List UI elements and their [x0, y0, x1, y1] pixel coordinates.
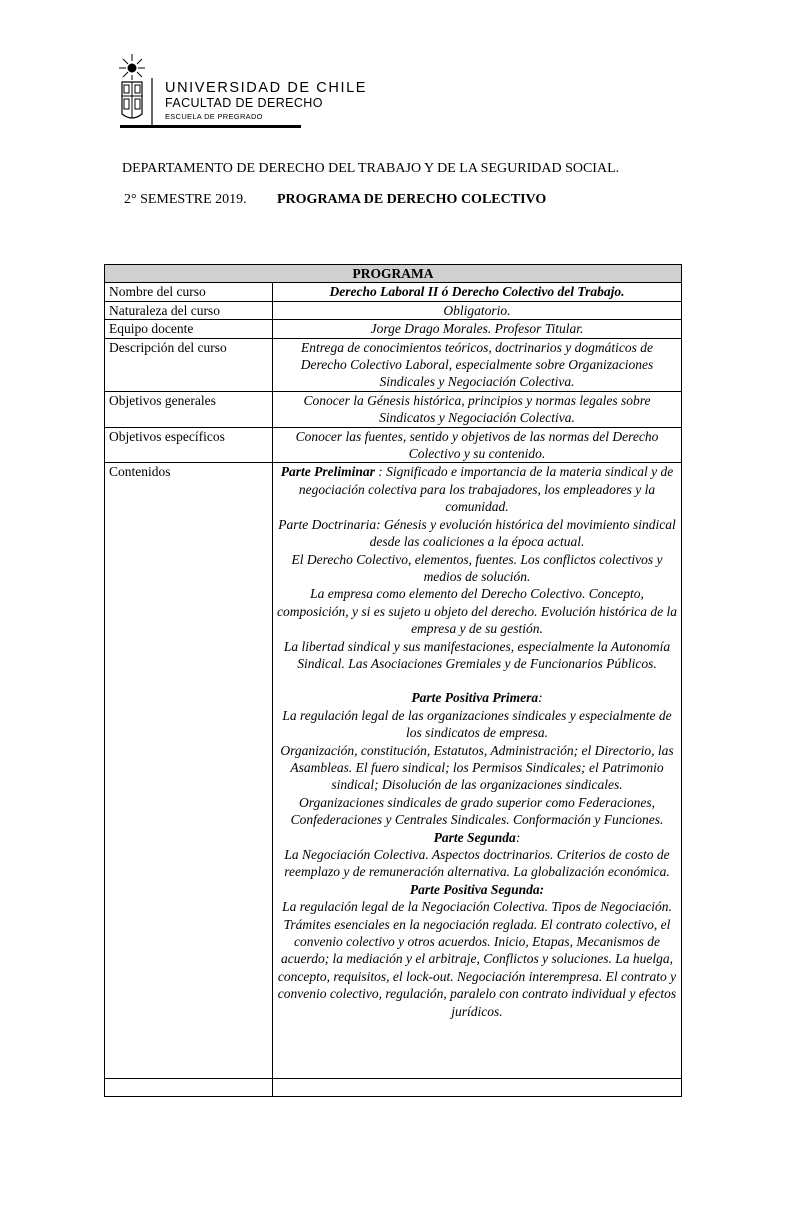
first-part-colon: : — [538, 690, 543, 706]
second-part-title: Parte Segunda — [433, 829, 516, 845]
contents-section-heading — [277, 689, 677, 706]
contents-paragraph: La Negociación Colectiva. Aspectos doctrinarios. Criterios de costo de reemplazo y de remuneración alternativa. La globalización económica. — [284, 847, 670, 880]
general-objectives-value: Conocer la Génesis histórica, principios y normas legales sobre Sindicatos y Negociación Colectiva. — [273, 391, 682, 427]
department-title: DEPARTAMENTO DE DERECHO DEL TRABAJO Y DE LA SEGURIDAD SOCIAL. — [122, 161, 620, 176]
second-part-colon: : — [515, 829, 521, 845]
table-heading: PROGRAMA — [105, 265, 682, 283]
row-label: Naturaleza del curso — [105, 301, 273, 319]
faculty-name: FACULTAD DE DERECHO — [165, 96, 323, 110]
table-row — [105, 338, 682, 391]
table-row — [105, 391, 682, 427]
row-label: Objetivos generales — [105, 391, 273, 427]
row-label: Descripción del curso — [105, 338, 273, 391]
contents-section-heading: Parte Positiva Segunda: — [409, 881, 545, 897]
header-rule — [120, 125, 301, 128]
contents-paragraph: Organización, constitución, Estatutos, Administración; el Directorio, las Asambleas. El fuero sindical; los Permisos Sindicales; el Patrimonio sindical; Disolución de las organizaciones sindicales. — [280, 742, 674, 793]
preliminary-title: Parte Preliminar — [280, 464, 375, 480]
table-row — [105, 463, 682, 1079]
teaching-team-value: Jorge Drago Morales. Profesor Titular. — [273, 320, 682, 338]
first-part-title: Parte Positiva Primera — [411, 690, 539, 706]
row-label: Nombre del curso — [105, 283, 273, 301]
program-title: PROGRAMA DE DERECHO COLECTIVO — [277, 192, 547, 207]
table-row — [105, 427, 682, 463]
course-nature-value: Obligatorio. — [273, 301, 682, 319]
school-name: ESCUELA DE PREGRADO — [165, 112, 263, 121]
university-name: UNIVERSIDAD DE CHILE — [165, 80, 368, 96]
contents-paragraph: Organizaciones sindicales de grado superior como Federaciones, Confederaciones y Centrales Sindicales. Conformación y Funciones. — [290, 794, 664, 828]
row-label: Equipo docente — [105, 320, 273, 338]
table-row — [105, 301, 682, 319]
row-label: Objetivos específicos — [105, 427, 273, 463]
contents-paragraph: Parte Doctrinaria: Génesis y evolución histórica del movimiento sindical desde las coaliciones a la época actual. — [278, 516, 676, 550]
course-description-value: Entrega de conocimientos teóricos, doctrinarios y dogmáticos de Derecho Colectivo Laboral, especialmente sobre Organizaciones Sindicales y Negociación Colectiva. — [273, 338, 682, 391]
contents-paragraph: La regulación legal de la Negociación Colectiva. Tipos de Negociación. Trámites esenciales en la negociación reglada. El contrato colectivo, el convenio colectivo y otros acuerdos. Inicio, Etapas, Mecanismos de acuerdo; la mediación y el arbitraje, Conflictos y soluciones. La huelga, concepto, requisitos, el lock-out. Negociación interempresa. El contrato y convenio colectivo, regulación, paralelo con contrato individual y efectos jurídicos. — [277, 899, 677, 1019]
contents-section-heading — [277, 829, 677, 846]
program-table — [104, 264, 682, 1097]
spacer — [277, 672, 677, 689]
empty-cell — [273, 1079, 682, 1097]
preliminary-text: : Significado e importancia de la materia sindical y de negociación colectiva para los trabajadores, los empleadores y la comunidad. — [298, 464, 674, 515]
contents-paragraph: El Derecho Colectivo, elementos, fuentes. Los conflictos colectivos y medios de solución. — [291, 551, 663, 584]
contents-paragraph: La regulación legal de las organizaciones sindicales y especialmente de los sindicatos de empresa. — [282, 707, 672, 741]
contents-paragraph: La empresa como elemento del Derecho Colectivo. Concepto, composición, y si es sujeto u objeto del derecho. Evolución histórica de la empresa y de su gestión. — [277, 586, 677, 637]
table-heading-row — [105, 265, 682, 283]
table-row — [105, 283, 682, 301]
contents-paragraph: La libertad sindical y sus manifestaciones, especialmente la Autonomía Sindical. Las Asociaciones Gremiales y de Funcionarios Públicos. — [283, 638, 671, 671]
table-row-empty — [105, 1079, 682, 1097]
table-row — [105, 320, 682, 338]
row-label: Contenidos — [105, 463, 273, 1079]
course-name-value: Derecho Laboral II ó Derecho Colectivo del Trabajo. — [273, 283, 682, 301]
specific-objectives-value: Conocer las fuentes, sentido y objetivos de las normas del Derecho Colectivo y su contenido. — [273, 427, 682, 463]
semester-label: 2° SEMESTRE 2019. — [124, 192, 247, 207]
empty-cell — [105, 1079, 273, 1097]
contents-preliminary — [277, 463, 677, 515]
university-header — [165, 80, 367, 122]
contents-value — [273, 463, 682, 1079]
